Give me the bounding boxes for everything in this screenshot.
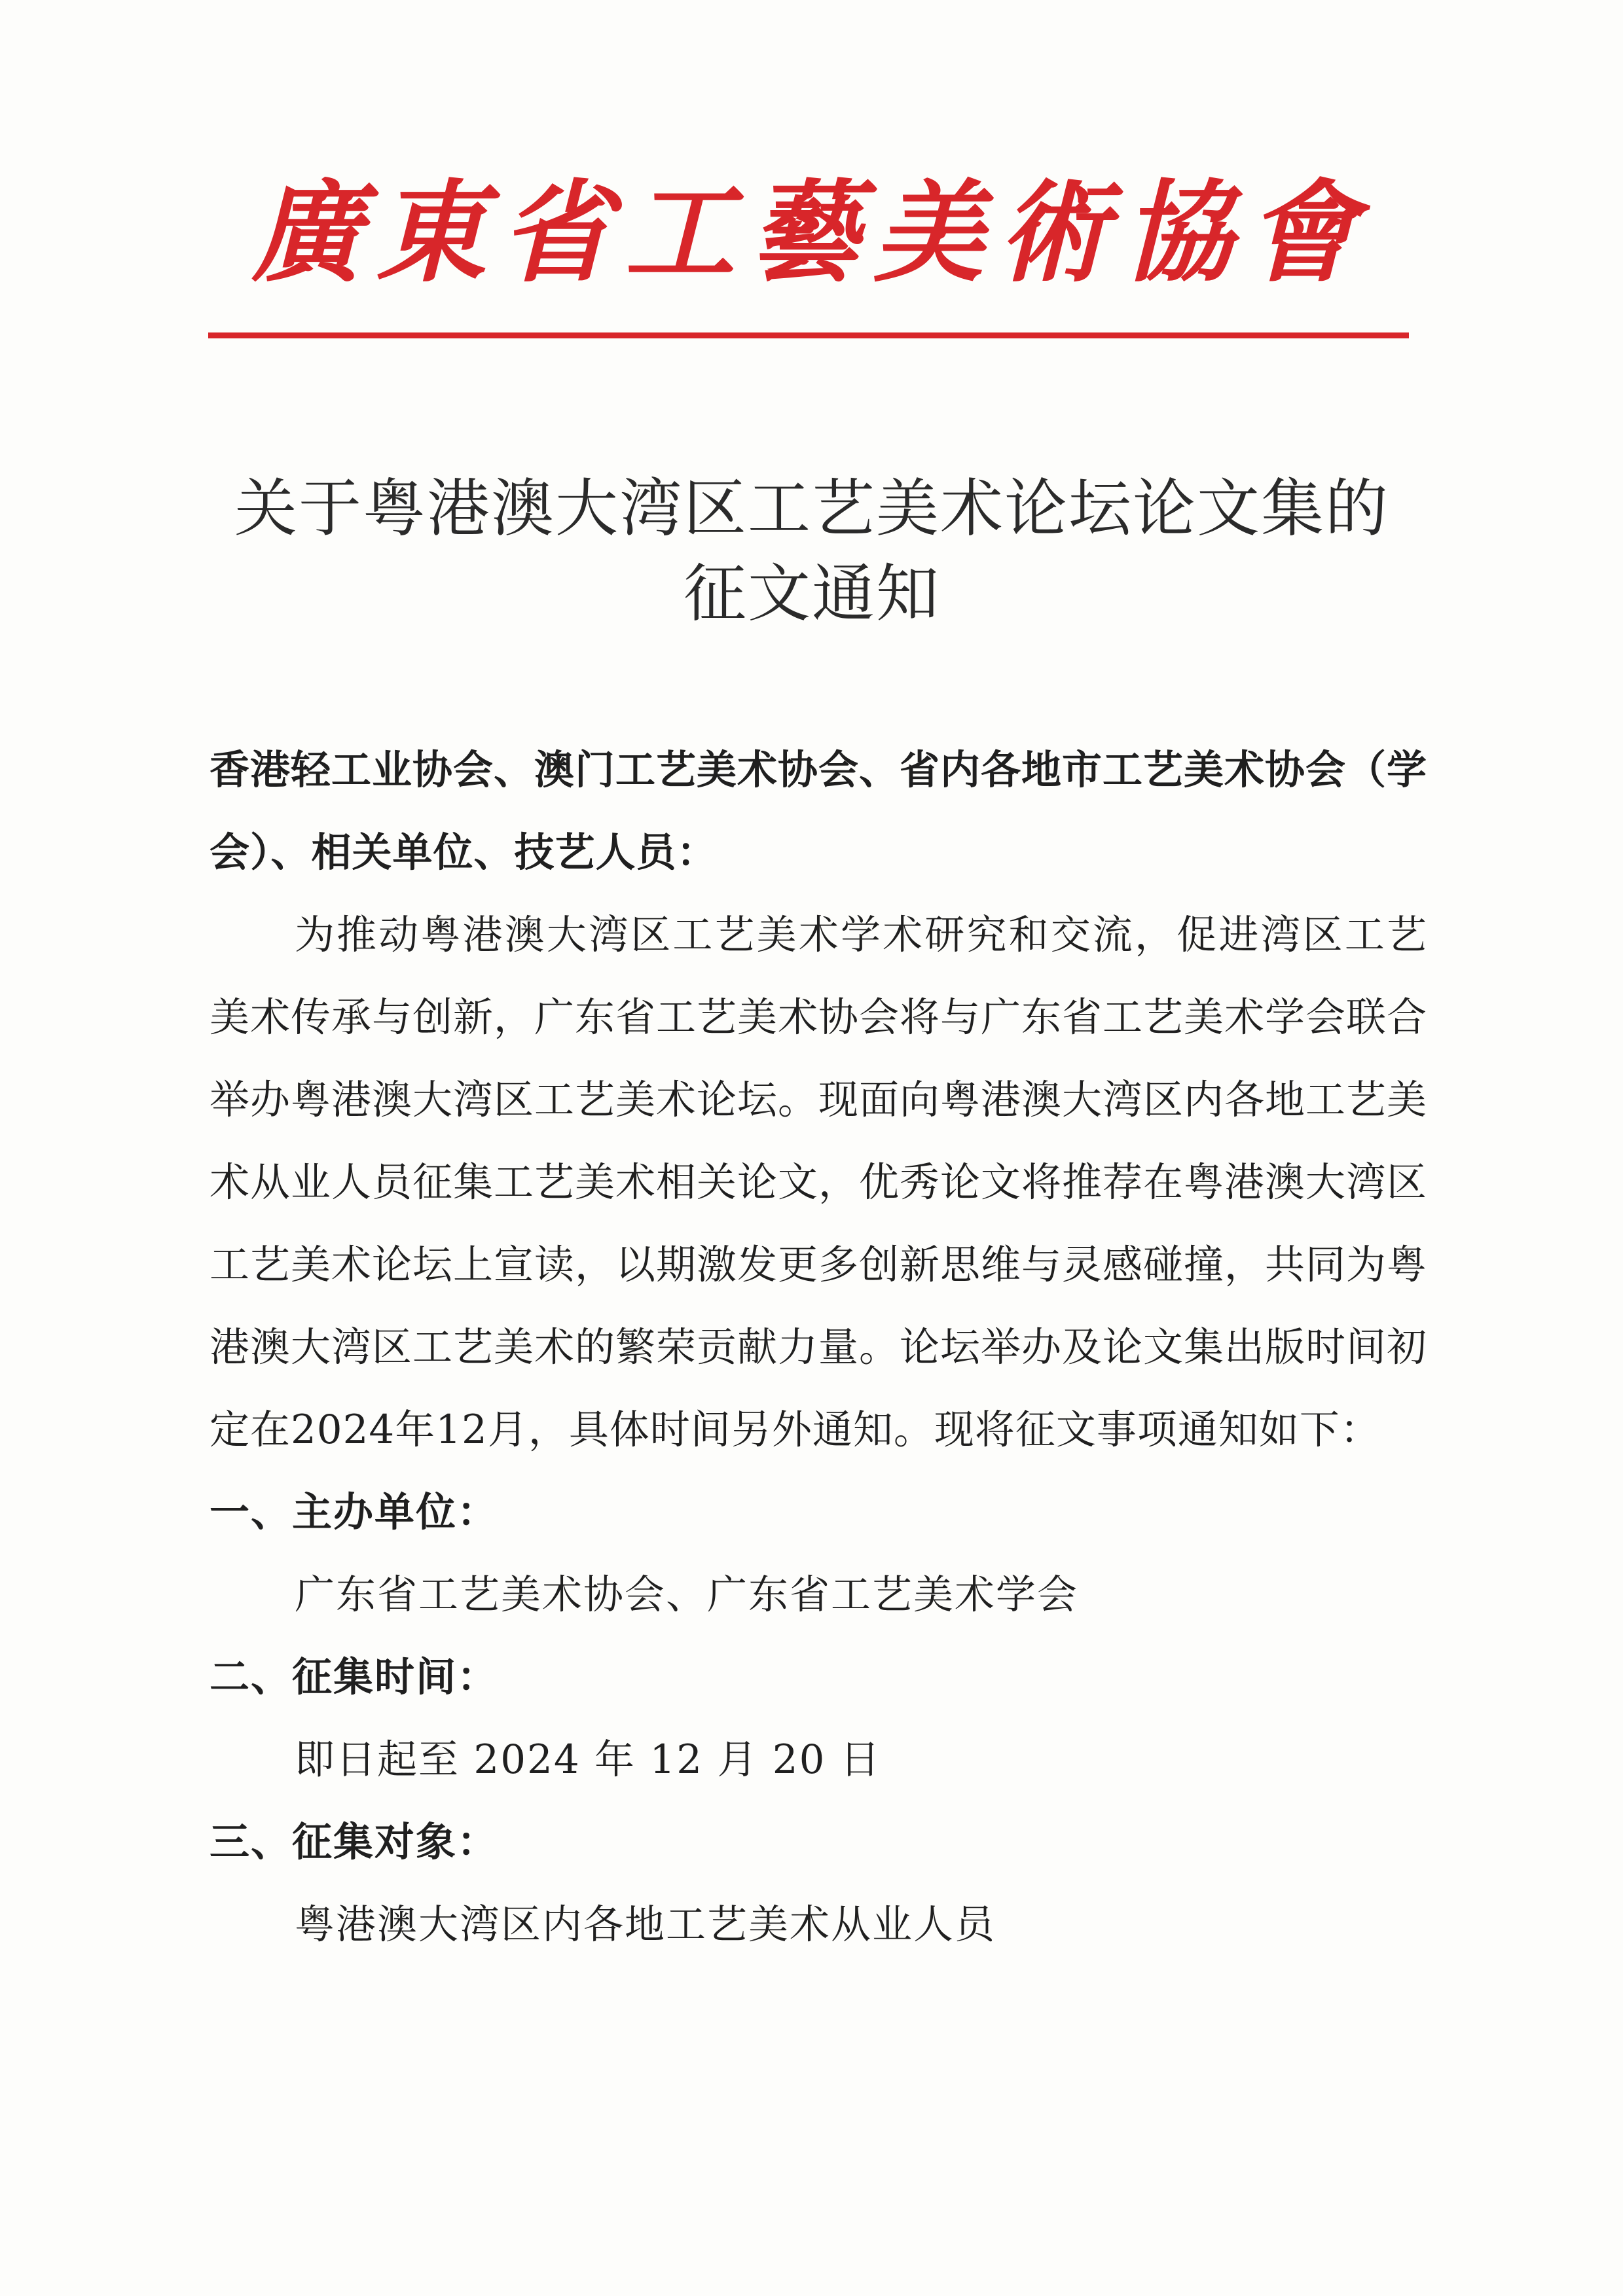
section-heading: 三、征集对象： bbox=[210, 1819, 499, 1865]
intro-paragraph: 为推动粤港澳大湾区工艺美术学术研究和交流，促进湾区工艺美术传承与创新，广东省工艺美术协会将与广东省工艺美术学会联合举办粤港澳大湾区工艺美术论坛。现面向粤港澳大湾区内各地工艺美术从业人员征集工艺美术相关论文，优秀论文将推荐在粤港澳大湾区工艺美术论坛上宣读，以期激发更多创新思维与灵感碰撞，共同为粤港澳大湾区工艺美术的繁荣贡献力量。论坛举办及论文集出版时间初定在2024年12月，具体时间另外通知。现将征文事项通知如下： bbox=[210, 912, 1428, 1453]
section-organizer bbox=[210, 1471, 1427, 1636]
letterhead-org-name: 廣東省工藝美術協會 bbox=[251, 168, 1372, 297]
title-line-2: 征文通知 bbox=[684, 557, 940, 630]
section-content: 即日起至 2024 年 12 月 20 日 bbox=[295, 1736, 881, 1783]
title-line-1: 关于粤港澳大湾区工艺美术论坛论文集的 bbox=[234, 472, 1389, 545]
document-body bbox=[210, 729, 1427, 1966]
section-content: 粤港澳大湾区内各地工艺美术从业人员 bbox=[295, 1901, 996, 1948]
section-heading: 一、主办单位： bbox=[210, 1489, 499, 1535]
section-content: 广东省工艺美术协会、广东省工艺美术学会 bbox=[295, 1571, 1079, 1618]
section-collection-period bbox=[210, 1636, 1427, 1801]
document-title bbox=[196, 466, 1427, 636]
section-heading: 二、征集时间： bbox=[210, 1654, 499, 1700]
section-target-audience bbox=[210, 1801, 1427, 1966]
salutation: 香港轻工业协会、澳门工艺美术协会、省内各地市工艺美术协会（学会）、相关单位、技艺人员： bbox=[210, 747, 1428, 876]
letterhead-red-rule bbox=[208, 332, 1409, 338]
